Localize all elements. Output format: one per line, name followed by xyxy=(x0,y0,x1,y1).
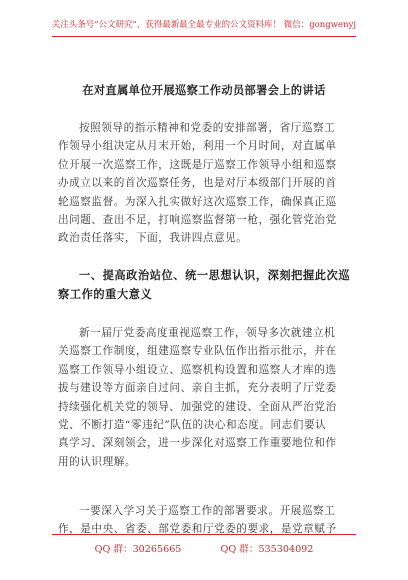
heading-line: 一、提高政治站位、统一思想认识，深刻把握此次巡 xyxy=(79,268,351,282)
heading-line: 察工作的重大意义 xyxy=(58,287,153,301)
header-banner: 关注头条号“公文研究”，获得最新最全最专业的公文资料库！ 微信：gongwenyj xyxy=(51,19,357,29)
footer-contacts xyxy=(0,541,408,555)
text-line: 按照领导的指示精神和党委的安排部署，省厅巡察工 xyxy=(79,122,336,134)
text-line: 一要深入学习关于巡察工作的部署要求。开展巡察工 xyxy=(79,505,336,517)
text-line: 新一届厅党委高度重视巡察工作，领导多次就建立机 xyxy=(79,327,336,339)
qq-group-1: QQ 群：30265665 xyxy=(94,544,182,555)
paragraph-section-1 xyxy=(58,324,358,471)
paragraph-intro xyxy=(58,119,358,248)
text-line: 巡察工作领导小组设立、巡察机构设置和巡察人才库的选 xyxy=(58,363,337,376)
document-title: 在对直属单位开展巡察工作动员部署会上的讲话 xyxy=(82,83,326,97)
text-line: 拔与建设等方面亲自过问、亲自主抓，充分表明了厅党委 xyxy=(58,382,337,395)
footer-divider xyxy=(52,534,356,535)
text-line: 位开展一次巡察工作，这既是厅巡察工作领导小组和巡察 xyxy=(58,158,337,171)
text-line: 轮巡察监督。为深入扎实做好这次巡察工作，确保真正巡 xyxy=(58,195,337,208)
header-divider xyxy=(52,36,356,37)
text-line: 用的认识理解。 xyxy=(58,455,137,468)
text-line: 党、不断打造“零违纪”队伍的决心和态度。同志们要认 xyxy=(58,419,327,432)
text-line: 作领导小组决定从月末开始，利用一个月时间，对直属单 xyxy=(58,140,337,153)
qq-group-2: QQ 群：535304092 xyxy=(220,544,314,555)
text-line: 办成立以来的首次巡察任务，也是对厅本级部门开展的首 xyxy=(58,177,337,190)
section-heading-1 xyxy=(58,266,358,304)
text-line: 持续强化机关党的领导、加强党的建设、全面从严治党治 xyxy=(58,400,337,413)
text-line: 出问题、查出不足，打响巡察监督第一枪，强化管党治党 xyxy=(58,214,337,227)
text-line: 真学习、深刻领会，进一步深化对巡察工作重要地位和作 xyxy=(58,437,337,450)
text-line: 关巡察工作制度，组建巡察专业队伍作出指示批示，并在 xyxy=(58,345,337,358)
text-line: 作，是中央、省委、部党委和厅党委的要求，是党章赋予 xyxy=(58,523,337,536)
text-line: 政治责任落实，下面，我讲四点意见。 xyxy=(58,232,248,245)
